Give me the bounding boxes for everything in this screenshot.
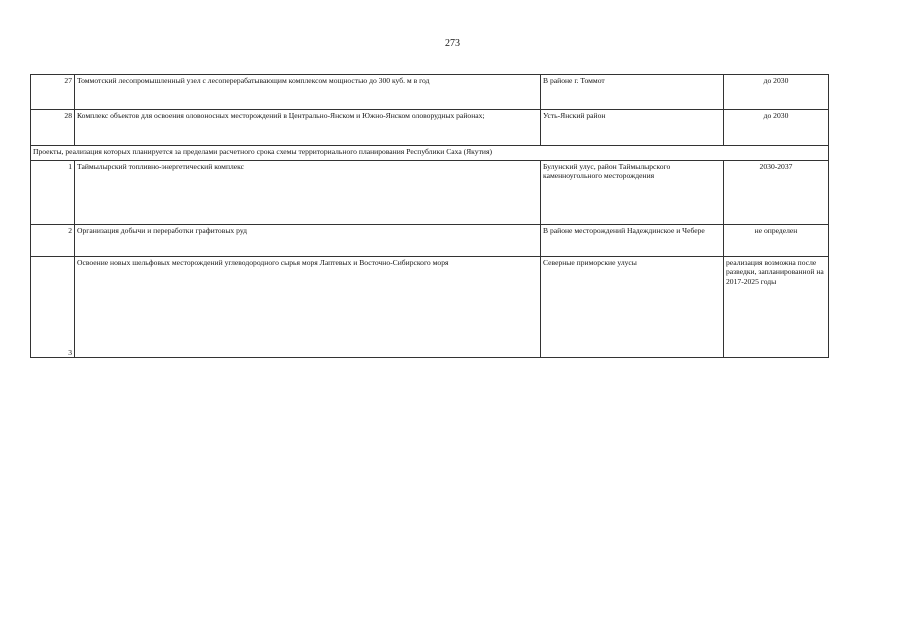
row-number: 2: [31, 225, 75, 257]
table-row: [31, 161, 829, 225]
row-number: 3: [31, 257, 75, 358]
project-period: до 2030: [724, 110, 829, 146]
row-number: 28: [31, 110, 75, 146]
project-period: до 2030: [724, 75, 829, 110]
table-row: [31, 225, 829, 257]
project-name: Организация добычи и переработки графитовых руд: [75, 225, 541, 257]
project-location: В районе г. Томмот: [541, 75, 724, 110]
project-name: Томмотский лесопромышленный узел с лесоперерабатывающим комплексом мощностью до 300 куб. м в год: [75, 75, 541, 110]
project-name: Освоение новых шельфовых месторождений углеводородного сырья моря Лаптевых и Восточно-Сибирского моря: [75, 257, 541, 358]
project-location: Северные приморские улусы: [541, 257, 724, 358]
page-number: 273: [445, 38, 460, 49]
section-heading-row: [31, 146, 829, 161]
project-location: В районе месторождений Надеждинское и Чебере: [541, 225, 724, 257]
table-row: [31, 257, 829, 358]
project-name: Комплекс объектов для освоения оловоносных месторождений в Центрально-Янском и Южно-Янском оловорудных районах;: [75, 110, 541, 146]
section-heading: Проекты, реализация которых планируется за пределами расчетного срока схемы территориального планирования Республики Саха (Якутия): [31, 146, 829, 161]
table-row: [31, 110, 829, 146]
row-number: 27: [31, 75, 75, 110]
project-period: не определен: [724, 225, 829, 257]
project-period: 2030-2037: [724, 161, 829, 225]
row-number: 1: [31, 161, 75, 225]
projects-table: [30, 74, 829, 358]
project-location: Булунский улус, район Таймылырского каменноугольного месторождения: [541, 161, 724, 225]
project-period: реализация возможна после разведки, запланированной на 2017-2025 годы: [724, 257, 829, 358]
project-location: Усть-Янский район: [541, 110, 724, 146]
table-row: [31, 75, 829, 110]
project-name: Таймылырский топливно-энергетический комплекс: [75, 161, 541, 225]
